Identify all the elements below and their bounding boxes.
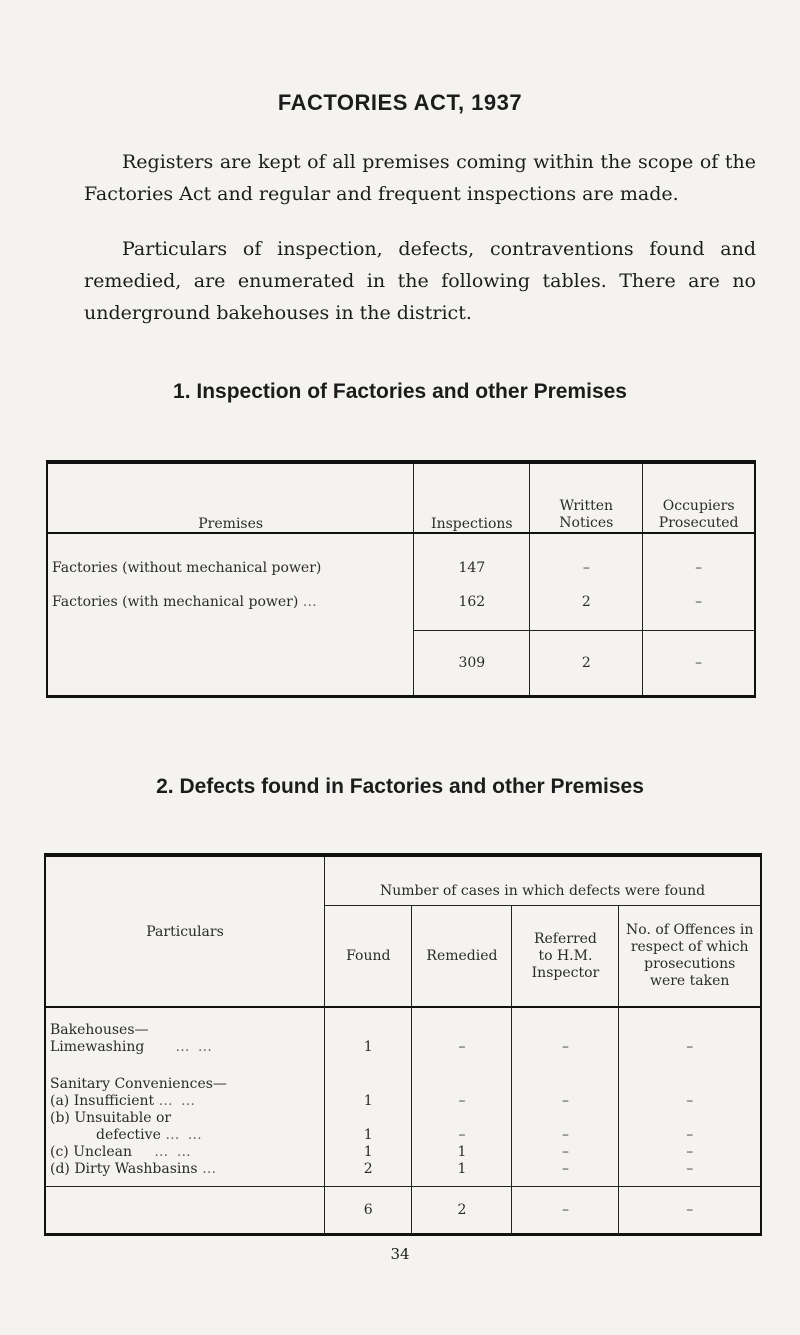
row-label: (b) Unsuitable or defective … … [45, 1110, 325, 1144]
cell-referred: – [512, 1093, 619, 1110]
total-row [45, 1187, 761, 1235]
cell-prosecuted: – [695, 560, 703, 576]
table1-title: 1. Inspection of Factories and other Premises [173, 380, 627, 403]
total-notices: 2 [530, 631, 643, 697]
section-row [45, 1056, 761, 1093]
cell-remedied: 1 [412, 1161, 512, 1187]
page-title: FACTORIES ACT, 1937 [277, 90, 523, 115]
cell-inspections: 147 [414, 533, 530, 578]
cell-found: 1 [325, 1039, 412, 1056]
bakehouses-heading: Bakehouses— [45, 1007, 325, 1039]
header-inspections: Inspections [414, 462, 530, 533]
row-label: (d) Dirty Washbasins … [45, 1161, 325, 1187]
sanitary-heading: Sanitary Conveniences— [45, 1056, 325, 1093]
table-row [47, 578, 755, 631]
cell-found: 1 [325, 1144, 412, 1161]
row-label: Factories (without mechanical power) [47, 533, 414, 578]
header-particulars: Particulars [45, 855, 325, 1007]
defects-table [44, 853, 762, 1236]
table-row [45, 1110, 761, 1144]
cell-remedied: – [412, 1110, 512, 1144]
table2-title: 2. Defects found in Factories and other Premises [156, 775, 644, 798]
group-header-row [45, 855, 761, 906]
header-remedied: Remedied [412, 906, 512, 1008]
header-offences: No. of Offences in respect of which prosecutions were taken [619, 906, 761, 1008]
cell-offences: – [686, 1039, 694, 1055]
cell-inspections: 162 [414, 578, 530, 631]
cell-offences: – [686, 1093, 694, 1109]
total-referred: – [512, 1187, 619, 1235]
total-found: 6 [325, 1187, 412, 1235]
row-label: (a) Insufficient … … [45, 1093, 325, 1110]
total-prosecuted: – [643, 631, 755, 697]
header-group: Number of cases in which defects were found [325, 855, 761, 906]
section-row [45, 1007, 761, 1039]
total-offences: – [619, 1187, 761, 1235]
cell-remedied: – [412, 1093, 512, 1110]
cell-prosecuted: – [695, 594, 703, 610]
row-label: (c) Unclean … … [45, 1144, 325, 1161]
cell-referred: – [512, 1110, 619, 1144]
particulars-paragraph: Particulars of inspection, defects, contraventions found and remedied, are enumerated in the following tables. There are no underground bakehouses in the district. [84, 238, 756, 324]
total-label-cell [45, 1187, 325, 1235]
total-row [47, 631, 755, 697]
cell-offences: – [686, 1144, 694, 1160]
header-written-notices: Written Notices [530, 462, 643, 533]
cell-notices: 2 [530, 578, 643, 631]
total-label-cell [47, 631, 414, 697]
intro-paragraph: Registers are kept of all premises coming within the scope of the Factories Act and regular and frequent inspections are made. [84, 151, 756, 205]
header-found: Found [325, 906, 412, 1008]
table-row [45, 1093, 761, 1110]
header-referred: Referred to H.M. Inspector [512, 906, 619, 1008]
cell-remedied: – [412, 1039, 512, 1056]
table-row [45, 1039, 761, 1056]
cell-referred: – [512, 1161, 619, 1187]
cell-found: 1 [325, 1093, 412, 1110]
cell-notices: – [530, 533, 643, 578]
header-occupiers-prosecuted: Occupiers Prosecuted [643, 462, 755, 533]
row-label: Limewashing … … [45, 1039, 325, 1056]
cell-found: 1 [325, 1110, 412, 1144]
total-inspections: 309 [414, 631, 530, 697]
table-header-row [47, 462, 755, 533]
table-row [45, 1144, 761, 1161]
table-row [45, 1161, 761, 1187]
cell-referred: – [512, 1039, 619, 1056]
total-remedied: 2 [412, 1187, 512, 1235]
cell-offences: – [686, 1161, 694, 1177]
cell-remedied: 1 [412, 1144, 512, 1161]
header-premises: Premises [47, 462, 414, 533]
cell-referred: – [512, 1144, 619, 1161]
row-label: Factories (with mechanical power) … [47, 578, 414, 631]
inspection-table [46, 460, 756, 698]
page-number: 34 [390, 1245, 410, 1263]
table-row [47, 533, 755, 578]
cell-offences: – [686, 1127, 694, 1143]
cell-found: 2 [325, 1161, 412, 1187]
